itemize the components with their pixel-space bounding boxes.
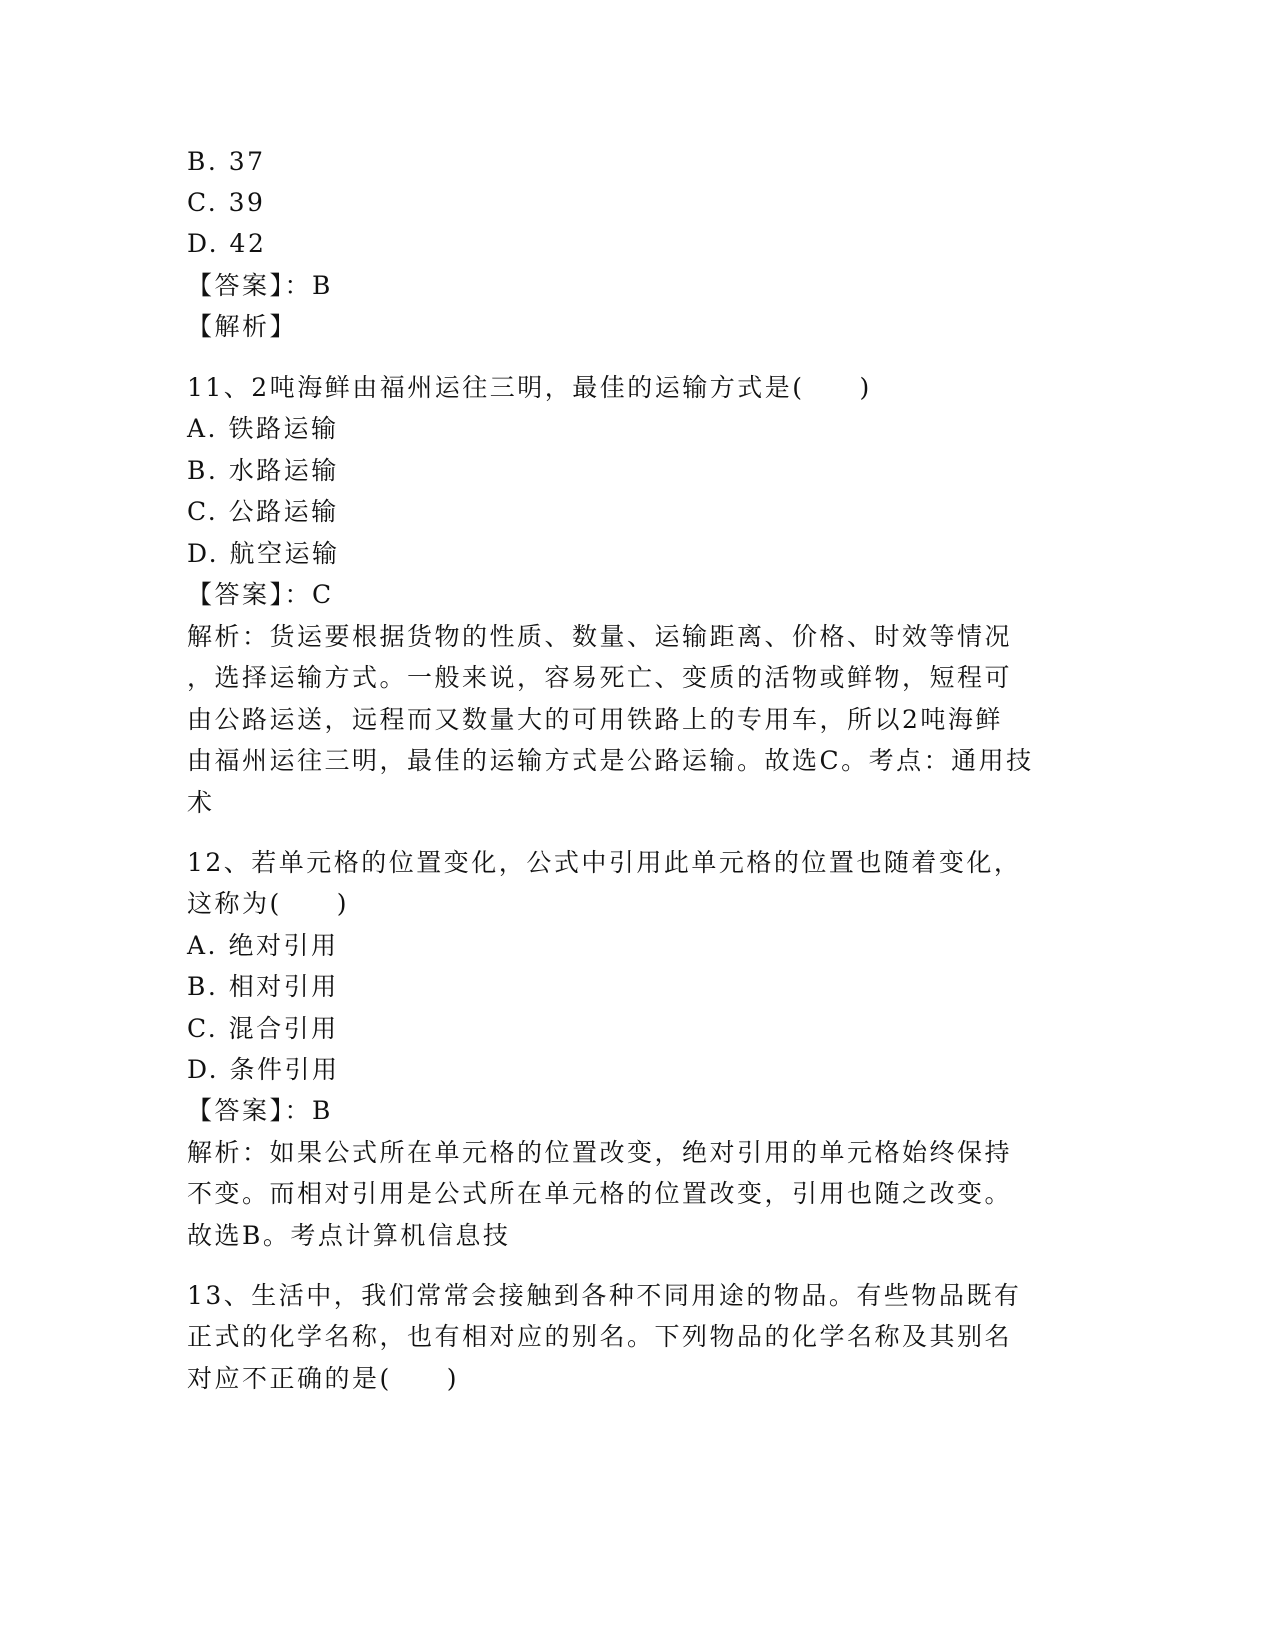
analysis-label: 【解析】 <box>187 312 298 341</box>
question-11-stem: 11、2吨海鲜由福州运往三明，最佳的运输方式是( ) <box>187 373 872 402</box>
option-d: D. 42 <box>187 229 267 258</box>
question-12-stem-line: 这称为( ) <box>187 889 350 918</box>
question-12-option-c: C. 混合引用 <box>187 1014 339 1043</box>
question-11-analysis-line: ，选择运输方式。一般来说，容易死亡、变质的活物或鲜物，短程可 <box>187 663 1013 692</box>
question-13-stem-line: 13、生活中，我们常常会接触到各种不同用途的物品。有些物品既有 <box>187 1281 1022 1310</box>
question-12-option-a: A. 绝对引用 <box>187 931 339 960</box>
question-11-analysis-line: 由公路运送，远程而又数量大的可用铁路上的专用车，所以2吨海鲜 <box>187 705 1003 734</box>
option-c: C. 39 <box>187 188 266 217</box>
option-b: B. 37 <box>187 147 266 176</box>
question-13-stem-line: 对应不正确的是( ) <box>187 1364 460 1393</box>
question-12-answer: 【答案】：B <box>187 1096 333 1125</box>
question-11-option-b: B. 水路运输 <box>187 456 339 485</box>
answer-line: 【答案】：B <box>187 271 333 300</box>
question-12-analysis-line: 不变。而相对引用是公式所在单元格的位置改变，引用也随之改变。 <box>187 1179 1013 1208</box>
question-11-option-a: A. 铁路运输 <box>187 414 339 443</box>
question-12-analysis-line: 故选B。考点计算机信息技 <box>187 1221 511 1250</box>
question-12-option-b: B. 相对引用 <box>187 972 339 1001</box>
question-11-answer: 【答案】：C <box>187 580 334 609</box>
question-12-stem-line: 12、若单元格的位置变化，公式中引用此单元格的位置也随着变化， <box>187 848 1022 877</box>
question-12-option-d: D. 条件引用 <box>187 1055 340 1084</box>
question-11-analysis-line: 由福州运往三明，最佳的运输方式是公路运输。故选C。考点：通用技 <box>187 746 1034 775</box>
question-11-option-d: D. 航空运输 <box>187 539 340 568</box>
question-11-analysis-line: 术 <box>187 788 215 817</box>
question-12-analysis-line: 解析：如果公式所在单元格的位置改变，绝对引用的单元格始终保持 <box>187 1138 1013 1167</box>
question-13-stem-line: 正式的化学名称，也有相对应的别名。下列物品的化学名称及其别名 <box>187 1322 1013 1351</box>
question-11-analysis-line: 解析：货运要根据货物的性质、数量、运输距离、价格、时效等情况 <box>187 622 1013 651</box>
question-11-option-c: C. 公路运输 <box>187 497 339 526</box>
